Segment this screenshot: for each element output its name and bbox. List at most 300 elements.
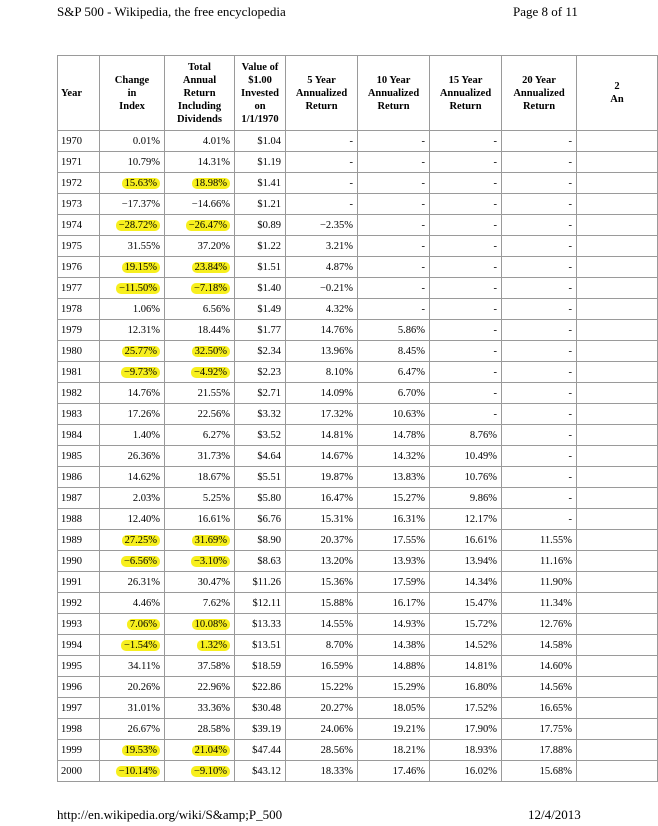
table-cell: 1970 [58,131,100,152]
table-cell: - [430,131,502,152]
table-cell: $2.71 [235,383,286,404]
table-cell: 14.34% [430,572,502,593]
column-header: 10 Year Annualized Return [358,56,430,131]
highlighted-value: −9.10% [191,766,230,777]
table-cell: 1976 [58,257,100,278]
table-cell: 12.40% [100,509,165,530]
table-cell: $11.26 [235,572,286,593]
table-cell: 1984 [58,425,100,446]
table-cell: 19.87% [286,467,358,488]
table-cell: 1973 [58,194,100,215]
table-cell [100,341,165,362]
table-cell-cut-off [577,509,658,530]
table-cell: $1.04 [235,131,286,152]
table-row [58,677,658,698]
table-cell: 8.70% [286,635,358,656]
table-row [58,446,658,467]
table-cell-cut-off [577,614,658,635]
table-cell [165,341,235,362]
table-cell: 18.21% [358,740,430,761]
table-cell: - [430,362,502,383]
page-footer-date: 12/4/2013 [528,807,581,822]
table-cell: 34.11% [100,656,165,677]
table-cell: $1.19 [235,152,286,173]
highlighted-value: −3.10% [191,556,230,567]
table-cell: 17.52% [430,698,502,719]
table-cell: $13.33 [235,614,286,635]
highlighted-value: −6.56% [121,556,160,567]
table-cell-cut-off [577,593,658,614]
table-cell: 17.55% [358,530,430,551]
table-cell: 5.25% [165,488,235,509]
table-cell: $43.12 [235,761,286,782]
table-cell: 4.32% [286,299,358,320]
table-cell: 15.36% [286,572,358,593]
table-cell: 5.86% [358,320,430,341]
table-cell: 1996 [58,677,100,698]
table-cell: 15.27% [358,488,430,509]
table-cell: $47.44 [235,740,286,761]
table-cell-cut-off [577,698,658,719]
table-row [58,593,658,614]
table-cell: - [430,215,502,236]
table-cell: 30.47% [165,572,235,593]
table-cell: - [502,173,577,194]
table-cell [165,173,235,194]
table-cell: - [502,383,577,404]
table-cell: - [502,278,577,299]
table-cell: 7.62% [165,593,235,614]
table-cell: 1999 [58,740,100,761]
table-cell: $1.49 [235,299,286,320]
table-cell: $8.63 [235,551,286,572]
column-header: 5 Year Annualized Return [286,56,358,131]
table-cell: 16.61% [165,509,235,530]
table-cell: $1.21 [235,194,286,215]
table-cell-cut-off [577,278,658,299]
table-row [58,719,658,740]
highlighted-value: −9.73% [121,367,160,378]
table-cell: 2000 [58,761,100,782]
table-row [58,509,658,530]
table-cell: $5.80 [235,488,286,509]
table-cell: 15.68% [502,761,577,782]
table-cell: 28.58% [165,719,235,740]
table-row [58,341,658,362]
table-cell: - [502,425,577,446]
table-cell: 18.33% [286,761,358,782]
table-cell-cut-off [577,341,658,362]
highlighted-value: 19.15% [122,262,160,273]
table-cell: 13.93% [358,551,430,572]
table-cell: $0.89 [235,215,286,236]
table-cell: 15.29% [358,677,430,698]
table-cell: 1995 [58,656,100,677]
table-cell: 14.67% [286,446,358,467]
table-cell: - [358,299,430,320]
table-cell: 1987 [58,488,100,509]
table-cell: - [358,278,430,299]
table-cell: $3.52 [235,425,286,446]
table-cell-cut-off [577,425,658,446]
table-cell: - [502,488,577,509]
table-cell: 17.32% [286,404,358,425]
table-cell: 1.40% [100,425,165,446]
table-cell: 4.46% [100,593,165,614]
highlighted-value: −4.92% [191,367,230,378]
table-cell: - [286,131,358,152]
table-cell: - [430,341,502,362]
table-body [58,131,658,782]
table-cell: 10.63% [358,404,430,425]
table-cell: 4.01% [165,131,235,152]
highlighted-value: 32.50% [192,346,230,357]
table-cell: 8.45% [358,341,430,362]
table-cell: - [430,320,502,341]
table-cell: 8.10% [286,362,358,383]
table-cell: 31.55% [100,236,165,257]
highlighted-value: 10.08% [192,619,230,630]
table-row [58,761,658,782]
table-cell: 19.21% [358,719,430,740]
table-cell: - [358,194,430,215]
table-row [58,278,658,299]
table-cell: 1978 [58,299,100,320]
sp500-returns-table [57,55,658,782]
table-cell: 13.20% [286,551,358,572]
table-header-row [58,56,658,131]
table-cell: - [502,320,577,341]
table-cell: 31.73% [165,446,235,467]
table-cell: 1979 [58,320,100,341]
table-cell-cut-off [577,194,658,215]
table-cell: $8.90 [235,530,286,551]
table-cell-cut-off [577,236,658,257]
table-cell: 6.70% [358,383,430,404]
table-cell: 1997 [58,698,100,719]
table-cell: 18.05% [358,698,430,719]
table-cell: - [502,152,577,173]
table-cell: 14.56% [502,677,577,698]
highlighted-value: −11.50% [116,283,160,294]
table-cell: 15.22% [286,677,358,698]
table-cell: $18.59 [235,656,286,677]
page-number: Page 8 of 11 [513,4,578,19]
table-cell: 18.44% [165,320,235,341]
table-cell: 16.80% [430,677,502,698]
table-cell: 14.88% [358,656,430,677]
table-row [58,152,658,173]
table-cell: 17.59% [358,572,430,593]
table-row [58,698,658,719]
table-cell: 1982 [58,383,100,404]
table-cell [165,215,235,236]
table-cell: 9.86% [430,488,502,509]
highlighted-value: 19.53% [122,745,160,756]
table-cell: - [502,446,577,467]
table-cell: 20.26% [100,677,165,698]
table-cell: 15.47% [430,593,502,614]
table-cell-cut-off [577,551,658,572]
table-cell: 16.47% [286,488,358,509]
table-cell: 11.34% [502,593,577,614]
table-cell: −14.66% [165,194,235,215]
table-cell: 1988 [58,509,100,530]
table-cell: 11.55% [502,530,577,551]
table-cell-cut-off [577,488,658,509]
table-cell: 14.81% [430,656,502,677]
highlighted-value: 7.06% [127,619,160,630]
table-cell [165,635,235,656]
table-cell [165,530,235,551]
table-cell: 14.81% [286,425,358,446]
table-cell: - [358,131,430,152]
table-row [58,383,658,404]
table-cell [100,257,165,278]
table-cell: 1989 [58,530,100,551]
highlighted-value: 27.25% [122,535,160,546]
table-cell: 16.61% [430,530,502,551]
table-cell: - [358,173,430,194]
table-cell: - [430,236,502,257]
table-cell: 11.90% [502,572,577,593]
table-cell: 2.03% [100,488,165,509]
table-cell: 13.83% [358,467,430,488]
table-cell: $30.48 [235,698,286,719]
table-row [58,425,658,446]
table-cell: $1.22 [235,236,286,257]
table-cell-cut-off [577,677,658,698]
table-cell: - [430,152,502,173]
table-cell: 1985 [58,446,100,467]
table-cell: 17.88% [502,740,577,761]
table-cell: 24.06% [286,719,358,740]
table-cell: 18.93% [430,740,502,761]
table-cell: 1993 [58,614,100,635]
table-cell: - [502,215,577,236]
table-cell-cut-off [577,761,658,782]
table-row [58,404,658,425]
table-cell: $1.51 [235,257,286,278]
table-cell: 37.20% [165,236,235,257]
table-cell: - [286,152,358,173]
table-cell: 1994 [58,635,100,656]
table-cell: 15.88% [286,593,358,614]
table-cell: 16.02% [430,761,502,782]
table-row [58,488,658,509]
table-cell: 17.46% [358,761,430,782]
table-cell: −17.37% [100,194,165,215]
table-cell: - [502,194,577,215]
table-cell: $2.34 [235,341,286,362]
table-cell [100,530,165,551]
table-cell: - [430,383,502,404]
table-cell: 6.47% [358,362,430,383]
table-cell: $5.51 [235,467,286,488]
table-cell: - [358,236,430,257]
table-cell: 16.65% [502,698,577,719]
table-cell: $1.41 [235,173,286,194]
table-cell: 1974 [58,215,100,236]
highlighted-value: 18.98% [192,178,230,189]
table-cell [165,278,235,299]
table-row [58,572,658,593]
table-cell: - [358,257,430,278]
table-cell: 12.17% [430,509,502,530]
table-cell: $6.76 [235,509,286,530]
table-cell: 26.31% [100,572,165,593]
table-row [58,194,658,215]
highlighted-value: −1.54% [121,640,160,651]
table-row [58,551,658,572]
table-cell: - [502,299,577,320]
table-cell: 16.59% [286,656,358,677]
table-cell: 1981 [58,362,100,383]
table-cell-cut-off [577,740,658,761]
table-cell: 14.78% [358,425,430,446]
table-cell: 14.09% [286,383,358,404]
table-cell: 10.49% [430,446,502,467]
table-cell: 14.55% [286,614,358,635]
table-cell-cut-off [577,320,658,341]
table-cell: - [358,215,430,236]
table-cell: 16.31% [358,509,430,530]
table-cell: 3.21% [286,236,358,257]
highlighted-value: 25.77% [122,346,160,357]
table-cell: 28.56% [286,740,358,761]
table-cell: 0.01% [100,131,165,152]
table-cell: 14.60% [502,656,577,677]
highlighted-value: 23.84% [192,262,230,273]
table-cell-cut-off [577,530,658,551]
table-cell: $3.32 [235,404,286,425]
table-cell: 14.32% [358,446,430,467]
table-cell: $2.23 [235,362,286,383]
table-cell: 1975 [58,236,100,257]
table-cell: 11.16% [502,551,577,572]
table-cell [100,278,165,299]
table-row [58,257,658,278]
table-cell: - [358,152,430,173]
table-cell: $13.51 [235,635,286,656]
highlighted-value: 21.04% [192,745,230,756]
table-cell: 12.76% [502,614,577,635]
table-cell-cut-off [577,656,658,677]
highlighted-value: −26.47% [186,220,230,231]
table-cell: 20.37% [286,530,358,551]
highlighted-value: 15.63% [122,178,160,189]
highlighted-value: −10.14% [116,766,160,777]
table-cell: 14.38% [358,635,430,656]
table-row [58,299,658,320]
table-cell-cut-off [577,446,658,467]
table-row [58,740,658,761]
table-cell-cut-off [577,152,658,173]
table-row [58,236,658,257]
table-row [58,362,658,383]
table-cell: 1977 [58,278,100,299]
table-cell: $1.77 [235,320,286,341]
table-cell: 13.96% [286,341,358,362]
table-cell: - [286,173,358,194]
table-row [58,635,658,656]
table-cell: - [430,404,502,425]
table-row [58,215,658,236]
table-row [58,530,658,551]
column-header: Value of $1.00 Invested on 1/1/1970 [235,56,286,131]
table-cell-cut-off [577,362,658,383]
table-row [58,173,658,194]
table-cell-cut-off [577,635,658,656]
column-header: Year [58,56,100,131]
table-cell: $39.19 [235,719,286,740]
table-cell: 22.56% [165,404,235,425]
table-cell: −2.35% [286,215,358,236]
table-cell [165,614,235,635]
table-cell [165,551,235,572]
highlighted-value: 31.69% [192,535,230,546]
table-cell: 31.01% [100,698,165,719]
column-header: 2 An [577,56,658,131]
table-cell: - [502,509,577,530]
table-cell: 14.31% [165,152,235,173]
column-header: 15 Year Annualized Return [430,56,502,131]
table-cell: 1992 [58,593,100,614]
table-row [58,320,658,341]
table-cell: - [502,236,577,257]
table-cell: 10.76% [430,467,502,488]
table-cell: - [502,257,577,278]
table-cell: - [502,362,577,383]
table-cell: 21.55% [165,383,235,404]
table-cell: 1983 [58,404,100,425]
table-cell [165,740,235,761]
table-cell [100,761,165,782]
table-row [58,614,658,635]
table-cell-cut-off [577,383,658,404]
table-cell-cut-off [577,173,658,194]
table-cell-cut-off [577,404,658,425]
table-cell: $12.11 [235,593,286,614]
table-cell: 14.76% [100,383,165,404]
table-cell: - [502,467,577,488]
table-cell: 17.90% [430,719,502,740]
table-cell: 14.76% [286,320,358,341]
table-cell: 14.58% [502,635,577,656]
table-cell: 1998 [58,719,100,740]
highlighted-value: 1.32% [197,640,230,651]
table-cell: 1972 [58,173,100,194]
table-cell: - [286,194,358,215]
table-cell: - [430,299,502,320]
table-cell: $22.86 [235,677,286,698]
table-cell: 14.52% [430,635,502,656]
table-cell: 33.36% [165,698,235,719]
table-cell: - [430,257,502,278]
table-cell: $1.40 [235,278,286,299]
table-cell: 14.62% [100,467,165,488]
table-cell-cut-off [577,467,658,488]
table-cell: - [502,404,577,425]
table-cell: 4.87% [286,257,358,278]
table-cell: 6.27% [165,425,235,446]
table-cell: 1.06% [100,299,165,320]
table-cell [165,257,235,278]
table-row [58,467,658,488]
column-header: Change in Index [100,56,165,131]
table-cell-cut-off [577,257,658,278]
column-header: Total Annual Return Including Dividends [165,56,235,131]
